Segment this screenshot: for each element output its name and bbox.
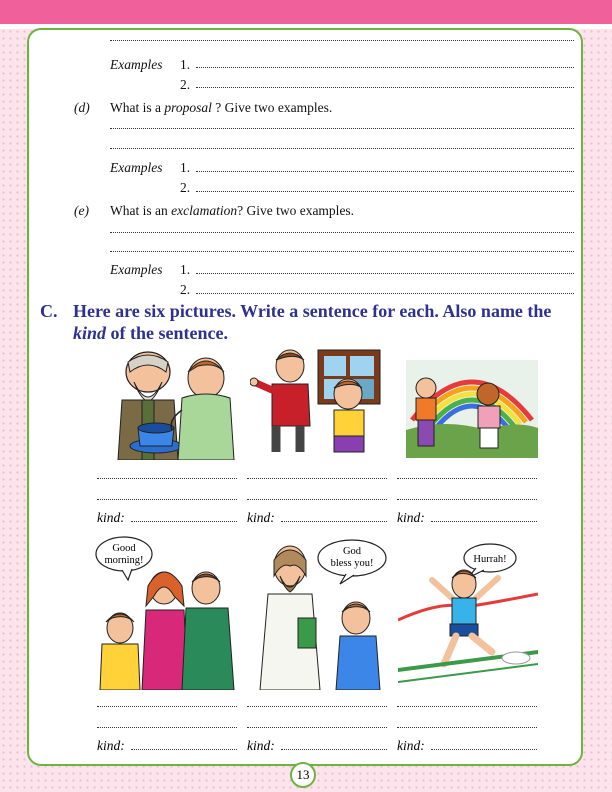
question-text [110, 203, 354, 219]
runner-finish-picture [398, 540, 538, 690]
answer-line [97, 478, 237, 479]
answer-line [196, 293, 574, 294]
speech-text: Hurrah! [473, 554, 507, 565]
top-band [0, 0, 612, 24]
example-number: 2. [180, 180, 191, 195]
example-number: 2. [180, 77, 191, 92]
question-text [110, 100, 332, 116]
section-c-kind-word: kind [73, 323, 107, 343]
example-number: 1. [180, 160, 191, 175]
kind-label [247, 510, 277, 526]
kind-label [397, 738, 427, 754]
old-man-hat-picture [98, 350, 240, 460]
man-pointing-window-picture [250, 346, 390, 460]
answer-line [110, 128, 574, 129]
speech-text-line1: God [342, 546, 362, 557]
section-c-label: C. [40, 301, 58, 321]
kind-label [97, 510, 127, 526]
answer-line [196, 273, 574, 274]
answer-line [97, 499, 237, 500]
examples-label: Examples [110, 57, 163, 72]
answer-line [397, 727, 537, 728]
answer-line [97, 727, 237, 728]
answer-line [247, 706, 387, 707]
answer-line [397, 478, 537, 479]
kind-word: kind: [97, 510, 125, 525]
section-c-instruction-end: of the sentence. [110, 323, 228, 343]
answer-line [110, 232, 574, 233]
question-text-end: ? Give two examples. [211, 100, 333, 115]
kind-answer-line [281, 749, 387, 750]
answer-line [110, 40, 574, 41]
priest-blessing-picture [258, 536, 392, 690]
kind-answer-line [131, 521, 237, 522]
answer-line [97, 706, 237, 707]
kind-word: kind: [247, 738, 275, 753]
speech-text-line2: bless you! [330, 558, 374, 569]
answer-line [247, 727, 387, 728]
kind-answer-line [431, 521, 537, 522]
question-term: proposal [164, 100, 212, 115]
question-label: (e) [74, 203, 89, 218]
kind-label [247, 738, 277, 754]
answer-line [397, 499, 537, 500]
question-text-start: What is a [110, 100, 165, 115]
section-c-heading [40, 300, 570, 344]
answer-line [110, 251, 574, 252]
kind-answer-line [431, 749, 537, 750]
section-c-instruction: Here are six pictures. Write a sentence for each. Also name the [73, 301, 552, 321]
answer-line [196, 191, 574, 192]
question-text-start: What is an [110, 203, 172, 218]
answer-line [247, 478, 387, 479]
kind-label [97, 738, 127, 754]
speech-text-line2: morning! [104, 555, 144, 566]
answer-line [196, 87, 574, 88]
question-text-end: ? Give two examples. [237, 203, 355, 218]
children-rainbow-picture [406, 360, 538, 458]
good-morning-picture [94, 536, 244, 690]
examples-label: Examples [110, 262, 163, 277]
kind-answer-line [131, 749, 237, 750]
answer-line [247, 499, 387, 500]
kind-word: kind: [397, 738, 425, 753]
answer-line [397, 706, 537, 707]
kind-answer-line [281, 521, 387, 522]
answer-line [110, 148, 574, 149]
question-label: (d) [74, 100, 90, 115]
answer-line [196, 67, 574, 68]
example-number: 2. [180, 282, 191, 297]
kind-word: kind: [397, 510, 425, 525]
kind-word: kind: [247, 510, 275, 525]
question-term: exclamation [171, 203, 238, 218]
example-number: 1. [180, 262, 191, 277]
example-number: 1. [180, 57, 191, 72]
kind-word: kind: [97, 738, 125, 753]
kind-label [397, 510, 427, 526]
examples-label: Examples [110, 160, 163, 175]
speech-text-line1: Good [112, 543, 136, 554]
answer-line [196, 171, 574, 172]
page-number: 13 [290, 762, 316, 788]
